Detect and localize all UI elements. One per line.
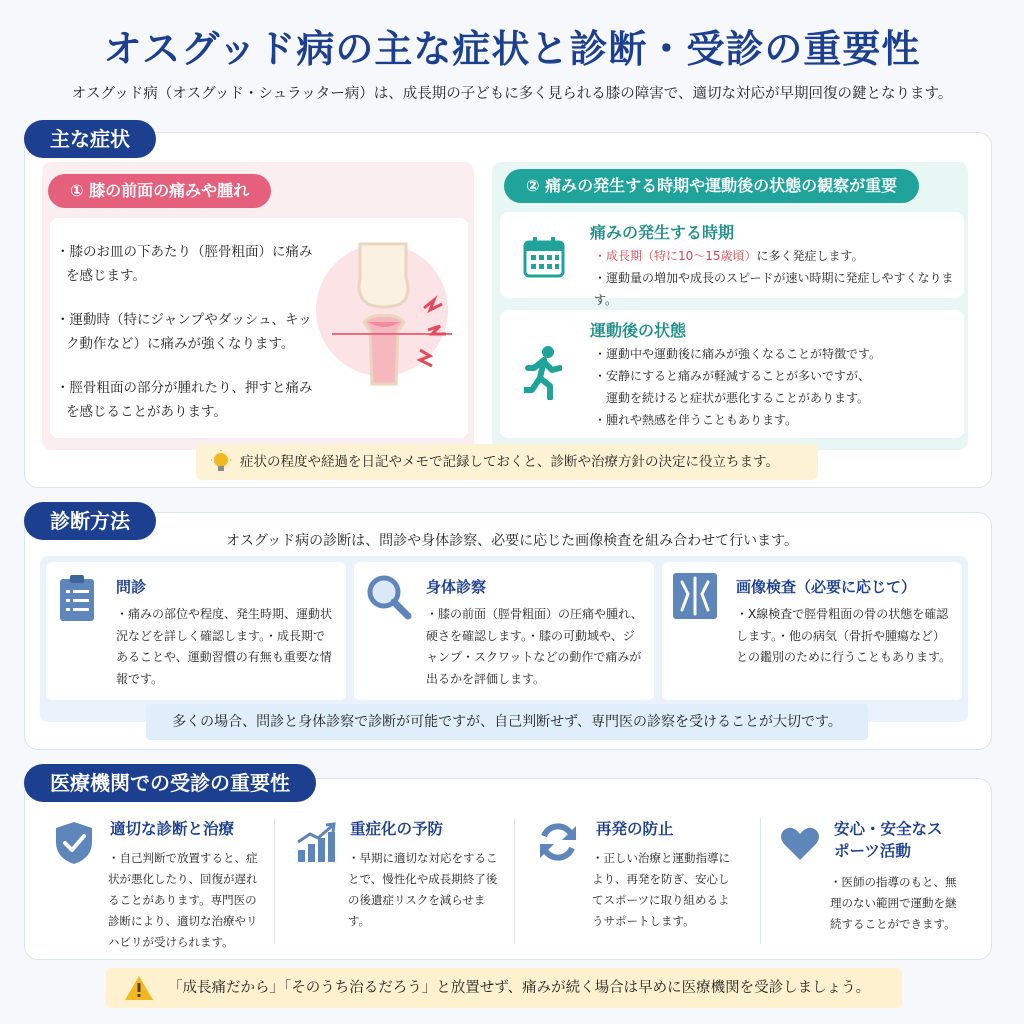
refresh-icon xyxy=(536,820,580,864)
importance-heading-2: 重症化の予防 xyxy=(350,820,444,838)
diagnosis-note: 多くの場合、問診と身体診察で診断が可能ですが、自己判断せず、専門医の診察を受けることが大切です。 xyxy=(146,704,868,740)
importance-heading-1: 適切な診断と治療 xyxy=(110,820,235,838)
symptoms-tag: 主な症状 xyxy=(24,120,156,158)
exam-heading: 身体診察 xyxy=(426,578,487,596)
imaging-text: ・X線検査で脛骨粗面の骨の状態を確認します。・他の病気（骨折や腫瘍など）との鑑別のために行うこともあります。 xyxy=(736,607,952,664)
knee-pain-list xyxy=(56,240,316,444)
shield-check-icon xyxy=(54,820,94,866)
list-item: ・運動時（特にジャンプやダッシュ、キック動作など）に痛みが強くなります。 xyxy=(56,312,312,352)
timing-pill: ② 痛みの発生する時期や運動後の状態の観察が重要 xyxy=(504,169,919,203)
onset-age: ・成長期（特に10〜15歳頃） xyxy=(594,249,757,263)
list-item: ・脛骨粗面の部分が腫れたり、押すと痛みを感じることがあります。 xyxy=(56,380,313,420)
warning-icon xyxy=(124,975,154,1001)
running-icon xyxy=(524,346,562,400)
after-exercise-heading: 運動後の状態 xyxy=(590,321,687,340)
interview-text: ・痛みの部位や程度、発生時期、運動状況などを詳しく確認します。・成長期であることや、運動習慣の有無も重要な情報です。 xyxy=(116,607,333,686)
importance-text-2: ・早期に適切な対応をすることで、慢性化や成長期終了後の後遺症リスクを減らせます。 xyxy=(348,851,498,928)
warning-text: 「成長痛だから」「そのうち治るだろう」と放置せず、痛みが続く場合は早めに医療機関を受診しましょう。 xyxy=(168,980,871,996)
interview-heading: 問診 xyxy=(116,578,147,596)
lead-text: オスグッド病（オスグッド・シュラッター病）は、成長期の子どもに多く見られる膝の障害で、適切な対応が早期回復の鍵となります。 xyxy=(71,86,953,102)
list-item: ・膝のお皿の下あたり（脛骨粗面）に痛みを感じます。 xyxy=(56,244,313,284)
importance-text-1: ・自己判断で放置すると、症状が悪化したり、回復が遅れることがあります。専門医の診断により、適切な治療やリハビリが受けられます。 xyxy=(108,851,258,949)
diagnosis-intro: オスグッド病の診断は、問診や身体診察、必要に応じた画像検査を組み合わせて行います。 xyxy=(225,533,799,549)
diagnosis-tag: 診断方法 xyxy=(24,502,156,540)
list-item: ・運動中や運動後に痛みが強くなることが特徴です。 xyxy=(594,347,882,361)
calendar-icon xyxy=(522,236,566,278)
heart-icon xyxy=(780,826,820,862)
importance-text-3: ・正しい治療と運動指導により、再発を防ぎ、安心してスポーツに取り組めるようサポートします。 xyxy=(592,851,730,928)
list-item: ・腫れや熱感を伴うこともあります。 xyxy=(594,413,798,427)
xray-icon xyxy=(672,572,718,620)
lightbulb-icon xyxy=(210,450,232,474)
tip-text: 症状の程度や経過を日記やメモで記録しておくと、診断や治療方針の決定に役立ちます。 xyxy=(240,454,779,470)
onset-text xyxy=(594,245,964,311)
importance-text-4: ・医師の指導のもと、無理のない範囲で運動を継続することができます。 xyxy=(830,875,957,931)
imaging-heading: 画像検査（必要に応じて） xyxy=(736,578,917,596)
exam-text: ・膝の前面（脛骨粗面）の圧痛や腫れ、硬さを確認します。・膝の可動域や、ジャンプ・スクワットなどの動作で痛みが出るかを評価します。 xyxy=(426,607,643,686)
divider xyxy=(274,818,275,944)
knee-illustration xyxy=(312,238,462,388)
clipboard-icon xyxy=(58,574,96,622)
after-exercise-text xyxy=(594,343,964,431)
onset-line2: ・運動量の増加や成長のスピードが速い時期に発症しやすくなります。 xyxy=(594,271,954,307)
knee-pain-pill: ① 膝の前面の痛みや腫れ xyxy=(48,174,271,208)
importance-heading-4: 安心・安全なスポーツ活動 xyxy=(834,820,943,860)
page-title: オスグッド病の主な症状と診断・受診の重要性 xyxy=(103,27,921,71)
record-tip xyxy=(196,444,818,480)
chart-up-icon xyxy=(296,822,336,864)
warning-banner xyxy=(106,968,902,1008)
importance-heading-3: 再発の防止 xyxy=(596,820,674,838)
list-item: ・安静にすると痛みが軽減することが多いですが、 xyxy=(594,369,871,383)
importance-tag: 医療機関での受診の重要性 xyxy=(24,764,316,802)
onset-heading: 痛みの発生する時期 xyxy=(590,223,735,242)
onset-rest: に多く発症します。 xyxy=(756,249,864,263)
divider xyxy=(514,818,515,944)
divider xyxy=(760,818,761,944)
magnifier-icon xyxy=(364,572,412,620)
list-item: 運動を続けると症状が悪化することがあります。 xyxy=(594,391,870,405)
